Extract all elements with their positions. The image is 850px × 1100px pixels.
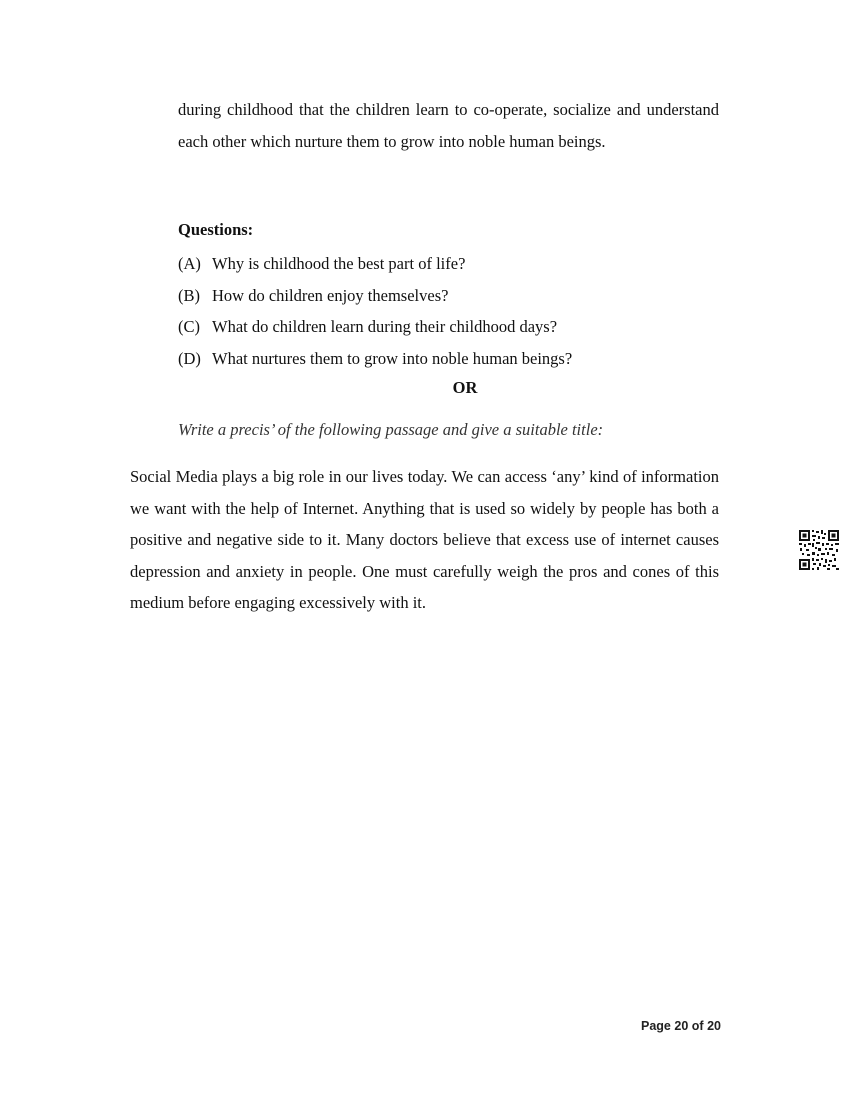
question-item xyxy=(178,252,572,284)
question-label: (A) xyxy=(178,254,201,273)
question-text: What nurtures them to grow into noble human beings? xyxy=(212,348,573,368)
question-label: (D) xyxy=(178,348,201,368)
question-item xyxy=(178,284,572,316)
precis-instruction: Write a precis’ of the following passage and give a suitable title: xyxy=(178,420,604,439)
questions-heading: Questions: xyxy=(178,220,254,239)
precis-passage: Social Media plays a big role in our lives today. We can access ‘any’ kind of information we want with the help of Internet. Anything that is used so widely by people has both a positive and negative side to it. Many doctors believe that excess use of internet causes depression and anxiety in people. One must carefully weigh the pros and cones of this medium before engaging excessively with it. xyxy=(130,467,719,613)
question-label: (C) xyxy=(178,317,200,336)
question-text: How do children enjoy themselves? xyxy=(212,285,449,305)
or-separator: OR xyxy=(452,378,478,397)
of-word: of xyxy=(691,1019,704,1033)
page-number xyxy=(641,1019,721,1033)
qr-code-icon xyxy=(799,530,839,570)
questions-list xyxy=(178,252,572,378)
continuation-paragraph: during childhood that the children learn to co-operate, socialize and understand each other which nurture them to grow into noble human beings. xyxy=(178,100,719,151)
page-current: 20 xyxy=(674,1019,689,1033)
question-item xyxy=(178,347,572,379)
question-item xyxy=(178,315,572,347)
question-label: (B) xyxy=(178,285,200,305)
question-text: What do children learn during their childhood days? xyxy=(212,317,558,336)
question-text: Why is childhood the best part of life? xyxy=(212,254,466,273)
page-total: 20 xyxy=(707,1019,721,1033)
page-word: Page xyxy=(641,1019,671,1033)
